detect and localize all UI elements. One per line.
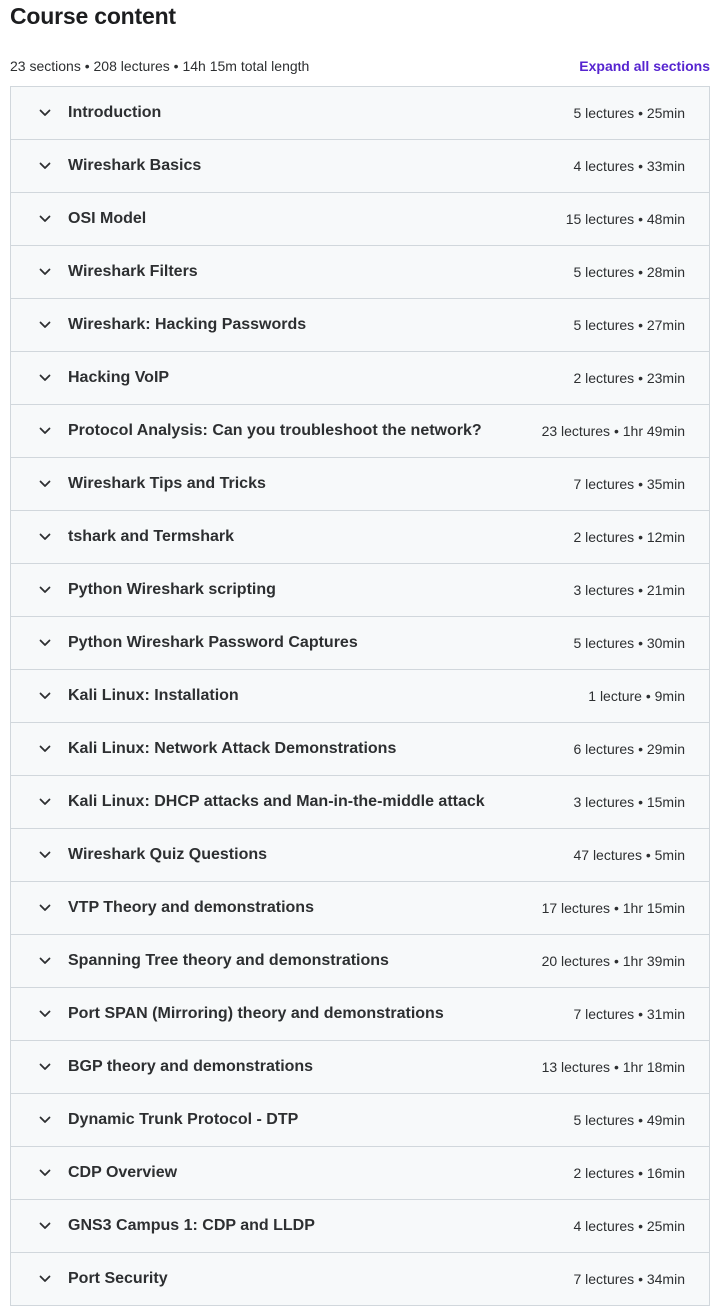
section-row[interactable]: [11, 882, 709, 935]
section-title: CDP Overview: [68, 1164, 178, 1181]
chevron-down-icon: [39, 372, 51, 384]
chevron-down-icon: [39, 107, 51, 119]
section-row[interactable]: [11, 299, 709, 352]
section-title: Wireshark Quiz Questions: [68, 846, 268, 863]
chevron-down-icon: [39, 319, 51, 331]
chevron-down-icon: [39, 955, 51, 967]
chevron-down-icon: [39, 902, 51, 914]
section-meta: 5 lectures • 27min: [573, 317, 685, 333]
section-title: Wireshark Tips and Tricks: [68, 475, 266, 492]
section-meta: 1 lecture • 9min: [588, 688, 685, 704]
section-meta: 5 lectures • 28min: [573, 264, 685, 280]
section-title: GNS3 Campus 1: CDP and LLDP: [68, 1217, 315, 1234]
section-row[interactable]: [11, 829, 709, 882]
section-title: Python Wireshark scripting: [68, 581, 276, 598]
expand-all-sections-button[interactable]: Expand all sections: [579, 58, 710, 74]
chevron-down-icon: [39, 1114, 51, 1126]
section-meta: 13 lectures • 1hr 18min: [541, 1059, 685, 1075]
section-row[interactable]: [11, 988, 709, 1041]
section-title: VTP Theory and demonstrations: [68, 899, 314, 916]
section-row[interactable]: [11, 511, 709, 564]
section-title: BGP theory and demonstrations: [68, 1058, 314, 1075]
chevron-down-icon: [39, 425, 51, 437]
section-meta: 2 lectures • 23min: [573, 370, 685, 386]
chevron-down-icon: [39, 213, 51, 225]
chevron-down-icon: [39, 1167, 51, 1179]
section-title: Introduction: [68, 104, 162, 121]
section-meta: 5 lectures • 49min: [573, 1112, 685, 1128]
section-title: Spanning Tree theory and demonstrations: [68, 952, 389, 969]
section-meta: 7 lectures • 34min: [573, 1271, 685, 1287]
section-meta: 15 lectures • 48min: [565, 211, 685, 227]
chevron-down-icon: [39, 1008, 51, 1020]
chevron-down-icon: [39, 531, 51, 543]
section-row[interactable]: [11, 352, 709, 405]
section-meta: 5 lectures • 25min: [573, 105, 685, 121]
section-row[interactable]: [11, 87, 709, 140]
section-row[interactable]: [11, 1253, 709, 1306]
section-meta: 3 lectures • 21min: [573, 582, 685, 598]
section-row[interactable]: [11, 1094, 709, 1147]
section-meta: 2 lectures • 16min: [573, 1165, 685, 1181]
section-row[interactable]: [11, 193, 709, 246]
section-title: Kali Linux: DHCP attacks and Man-in-the-middle attack: [68, 793, 485, 810]
section-title: Wireshark Basics: [68, 157, 202, 174]
chevron-down-icon: [39, 849, 51, 861]
section-meta: 4 lectures • 25min: [573, 1218, 685, 1234]
section-row[interactable]: [11, 458, 709, 511]
chevron-down-icon: [39, 584, 51, 596]
section-meta: 20 lectures • 1hr 39min: [541, 953, 685, 969]
chevron-down-icon: [39, 690, 51, 702]
section-title: Python Wireshark Password Captures: [68, 634, 358, 651]
section-title: OSI Model: [68, 210, 147, 227]
section-title: Protocol Analysis: Can you troubleshoot the network?: [68, 422, 482, 439]
section-row[interactable]: [11, 617, 709, 670]
section-meta: 23 lectures • 1hr 49min: [541, 423, 685, 439]
section-title: Dynamic Trunk Protocol - DTP: [68, 1111, 299, 1128]
chevron-down-icon: [39, 1061, 51, 1073]
chevron-down-icon: [39, 743, 51, 755]
section-meta: 2 lectures • 12min: [573, 529, 685, 545]
chevron-down-icon: [39, 796, 51, 808]
section-row[interactable]: [11, 776, 709, 829]
section-title: Hacking VoIP: [68, 369, 170, 386]
section-title: tshark and Termshark: [68, 528, 234, 545]
section-title: Port Security: [68, 1270, 168, 1287]
chevron-down-icon: [39, 266, 51, 278]
chevron-down-icon: [39, 1273, 51, 1285]
section-row[interactable]: [11, 1041, 709, 1094]
section-meta: 3 lectures • 15min: [573, 794, 685, 810]
section-title: Kali Linux: Installation: [68, 687, 239, 704]
section-meta: 5 lectures • 30min: [573, 635, 685, 651]
chevron-down-icon: [39, 160, 51, 172]
section-row[interactable]: [11, 1147, 709, 1200]
sections-list: [10, 86, 710, 1306]
section-row[interactable]: [11, 935, 709, 988]
section-row[interactable]: [11, 246, 709, 299]
summary-row: [10, 57, 710, 75]
course-summary: 23 sections • 208 lectures • 14h 15m total length: [10, 58, 310, 74]
section-row[interactable]: [11, 564, 709, 617]
section-title: Wireshark: Hacking Passwords: [68, 316, 307, 333]
page-title: Course content: [10, 3, 176, 29]
section-meta: 7 lectures • 35min: [573, 476, 685, 492]
section-meta: 7 lectures • 31min: [573, 1006, 685, 1022]
section-row[interactable]: [11, 670, 709, 723]
section-title: Port SPAN (Mirroring) theory and demonstrations: [68, 1005, 444, 1022]
section-title: Kali Linux: Network Attack Demonstrations: [68, 740, 397, 757]
section-title: Wireshark Filters: [68, 263, 198, 280]
section-row[interactable]: [11, 405, 709, 458]
section-row[interactable]: [11, 1200, 709, 1253]
chevron-down-icon: [39, 1220, 51, 1232]
chevron-down-icon: [39, 478, 51, 490]
chevron-down-icon: [39, 637, 51, 649]
section-meta: 47 lectures • 5min: [573, 847, 685, 863]
section-meta: 6 lectures • 29min: [573, 741, 685, 757]
section-row[interactable]: [11, 723, 709, 776]
section-meta: 17 lectures • 1hr 15min: [541, 900, 685, 916]
section-meta: 4 lectures • 33min: [573, 158, 685, 174]
section-row[interactable]: [11, 140, 709, 193]
